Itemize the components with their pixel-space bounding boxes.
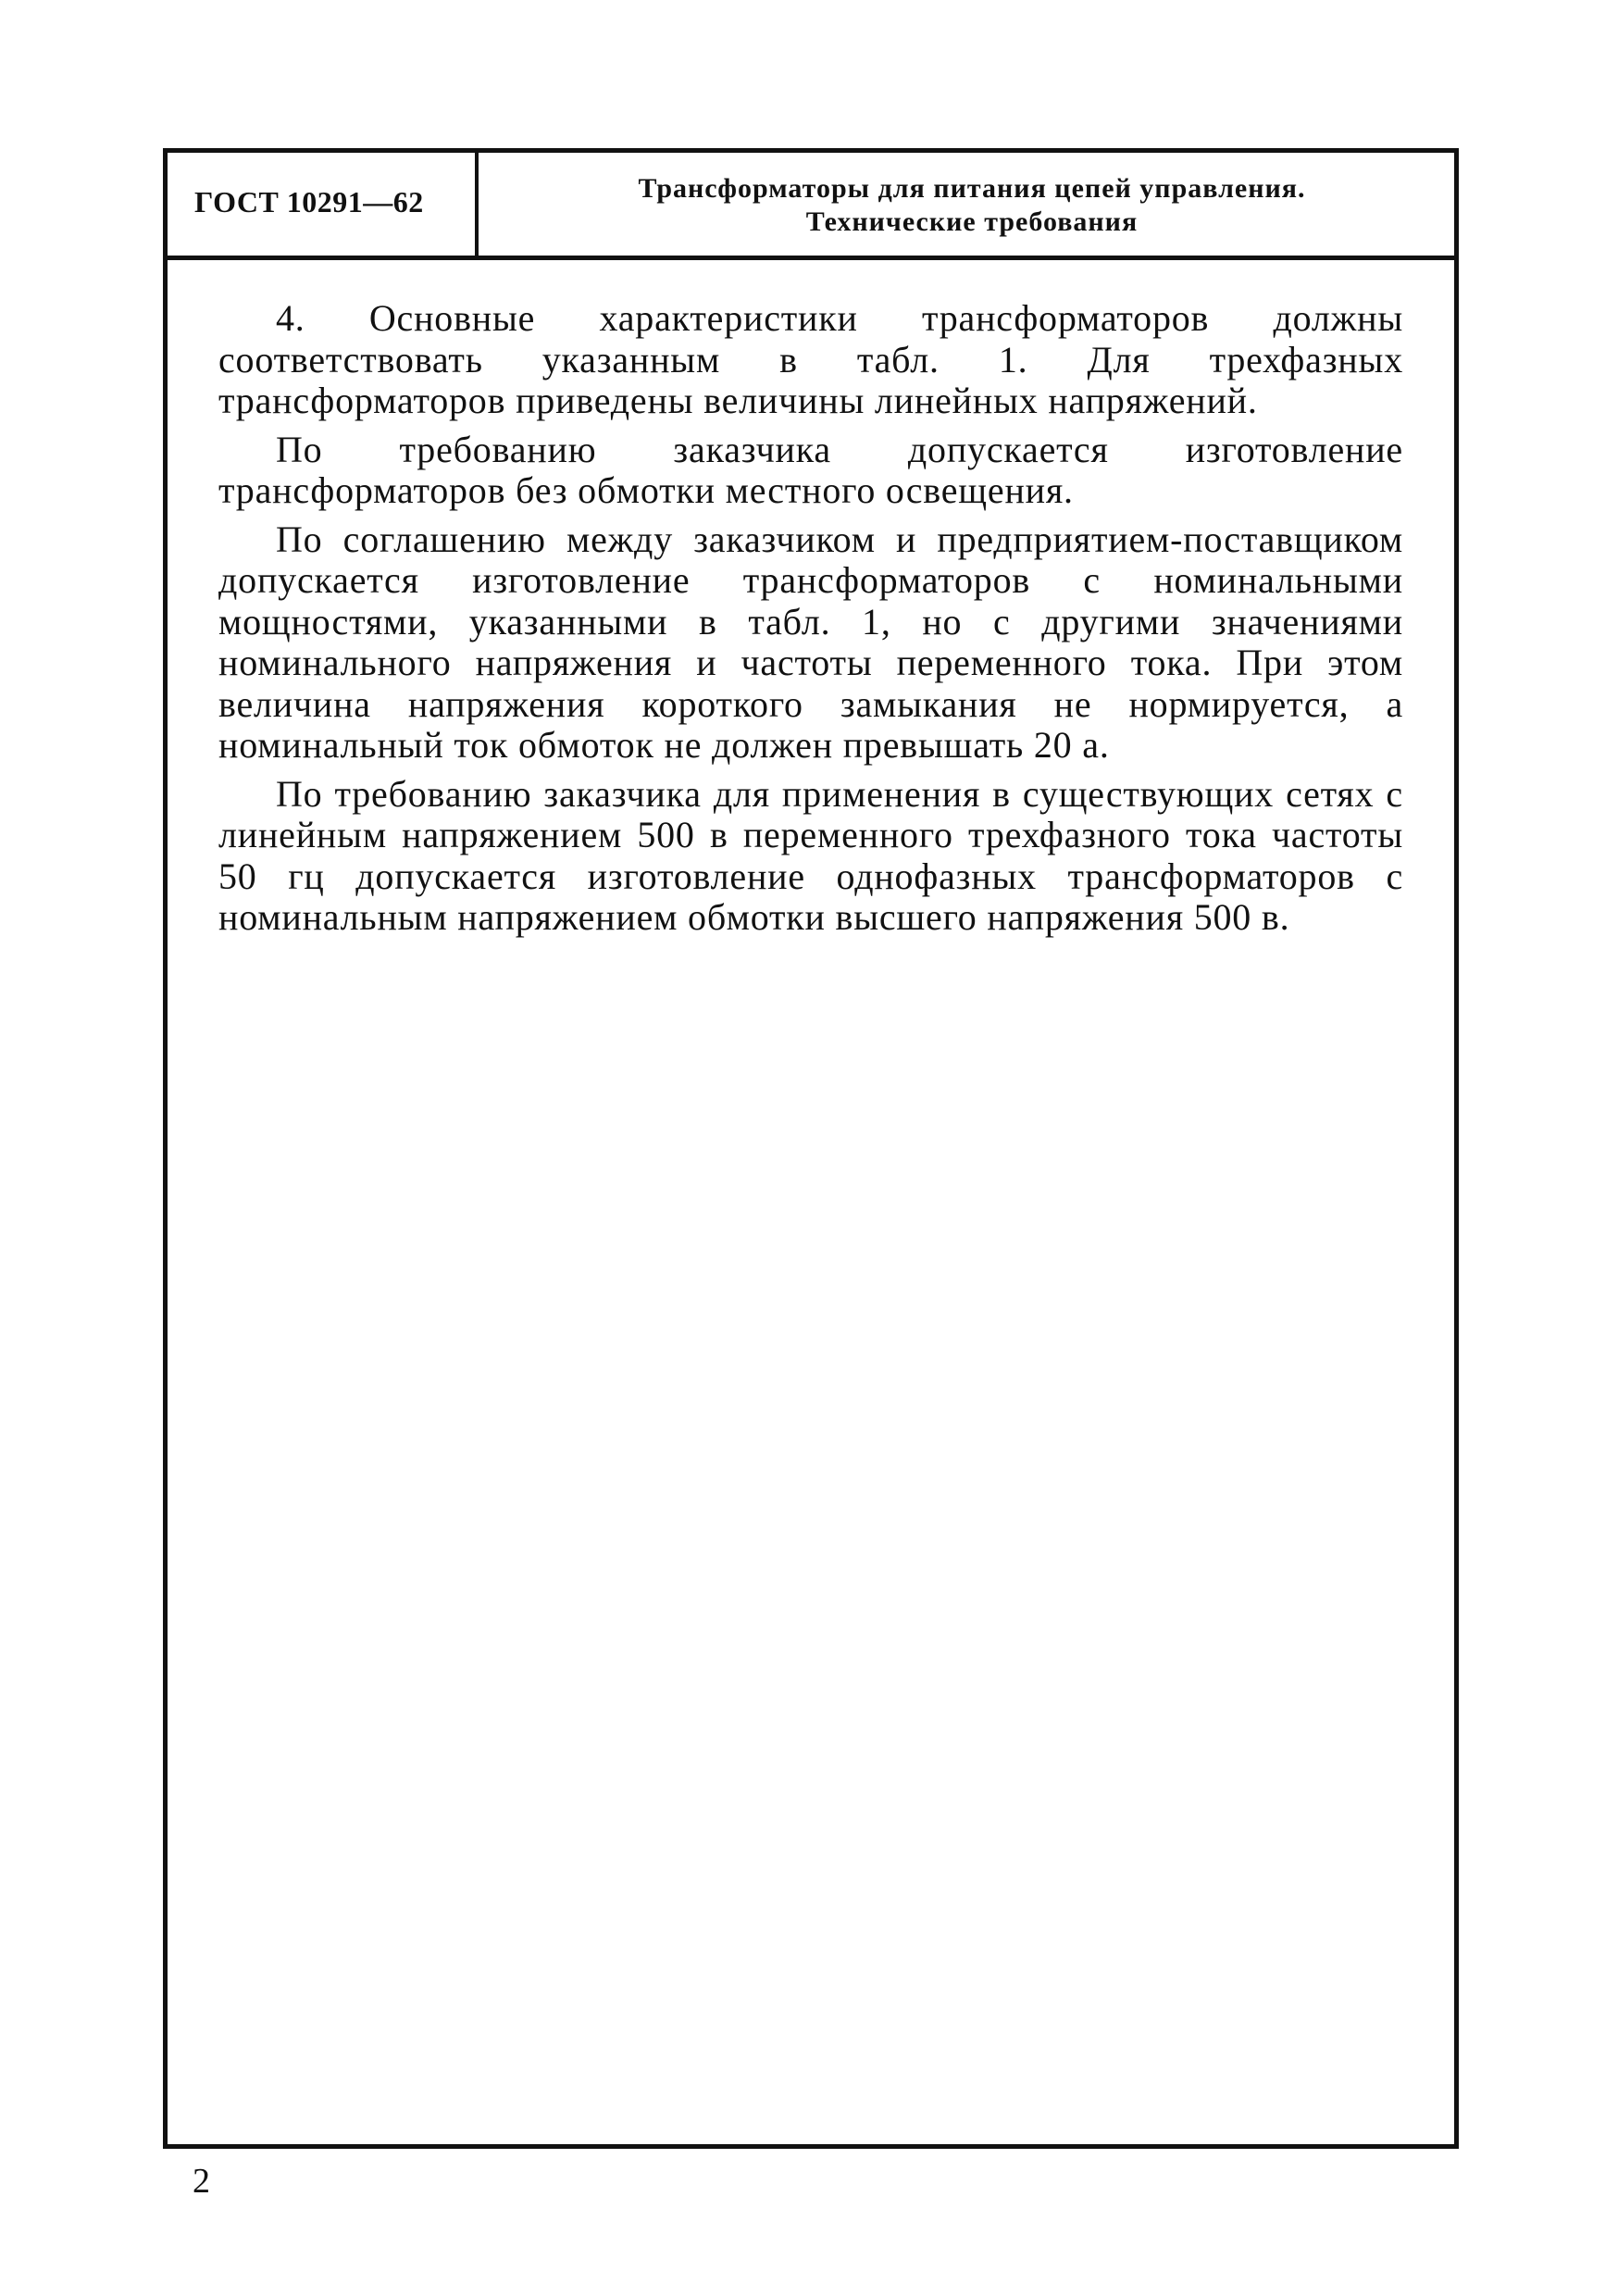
bottom-rule — [163, 2144, 1459, 2149]
paragraph: 4. Основные характеристики трансформаторов должны соответствовать указанным в табл. 1. Для трехфазных трансформаторов приведены величины линейных напряжений. — [218, 297, 1403, 421]
document-title-line-1: Трансформаторы для питания цепей управления. — [638, 173, 1306, 204]
paragraph: По требованию заказчика для применения в существующих сетях с линейным напряжением 500 в переменного трехфазного тока частоты 50 гц допускается изготовление однофазных трансформаторов с номинальным напряжением обмотки высшего напряжения 500 в. — [218, 772, 1403, 938]
top-rule — [163, 148, 1459, 153]
page-number: 2 — [193, 2162, 210, 2201]
body-text — [218, 298, 1403, 946]
document-title — [500, 172, 1444, 239]
paragraph: По требованию заказчика допускается изготовление трансформаторов без обмотки местного освещения. — [218, 428, 1403, 511]
document-code: ГОСТ 10291—62 — [194, 185, 424, 218]
header-divider — [475, 153, 479, 256]
header-bottom-rule — [163, 256, 1459, 260]
document-title-line-2: Технические требования — [805, 206, 1139, 237]
paragraph: По соглашению между заказчиком и предприятием-поставщиком допускается изготовление трансформаторов с номинальными мощностями, указанными в табл. 1, но с другими значениями номинального напряжения и частоты переменного тока. При этом величина напряжения короткого замыкания не нормируется, а номинальный ток обмоток не должен превышать 20 а. — [218, 518, 1403, 766]
